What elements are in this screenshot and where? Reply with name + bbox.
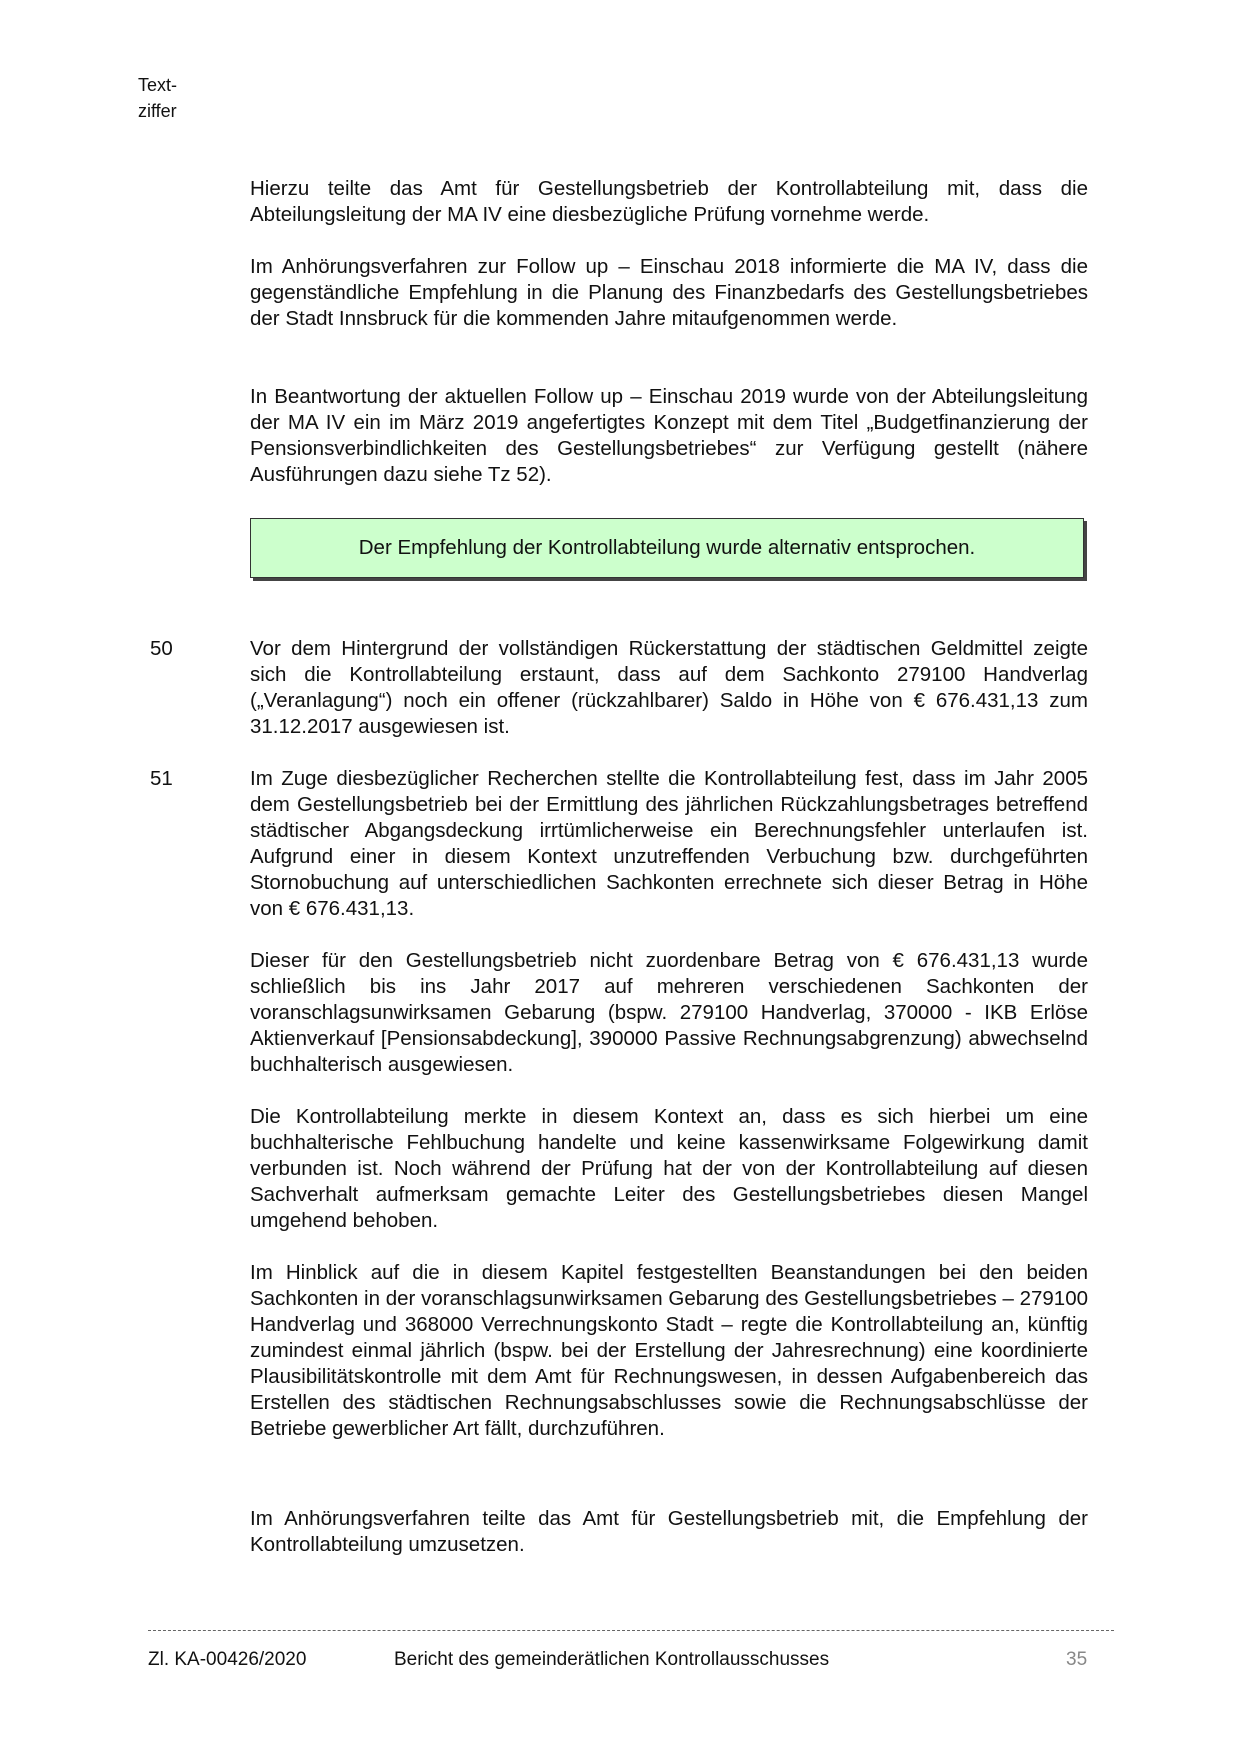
- paragraph-intro-1: Hierzu teilte das Amt für Gestellungsbetrieb der Kontrollabteilung mit, dass die Abteilungsleitung der MA IV eine diesbezügliche Prüfung vornehme werde.: [250, 177, 1088, 226]
- textziffer-51-paragraph-3: Die Kontrollabteilung merkte in diesem Kontext an, dass es sich hierbei um eine buchhalterische Fehlbuchung handelte und keine kassenwirksame Folgewirkung damit verbunden ist. Noch während der Prüfung hat der von der Kontrollabteilung auf diesen Sachverhalt aufmerksam gemachte Leiter des Gestellungsbetriebes diesen Mangel umgehend behoben.: [250, 1105, 1088, 1232]
- textziffer-51-paragraph-5: Im Anhörungsverfahren teilte das Amt für Gestellungsbetrieb mit, die Empfehlung der Kontrollabteilung umzusetzen.: [250, 1507, 1088, 1556]
- textziffer-50-text: Vor dem Hintergrund der vollständigen Rückerstattung der städtischen Geldmittel zeigte sich die Kontrollabteilung erstaunt, dass auf dem Sachkonto 279100 Handverlag („Veranlagung“) noch ein offener (rückzahlbarer) Saldo in Höhe von € 676.431,13 zum 31.12.2017 ausgewiesen ist.: [250, 637, 1088, 738]
- footer-reference: Zl. KA-00426/2020: [148, 1649, 307, 1670]
- footer-page-number: 35: [1066, 1649, 1088, 1670]
- footer-title: Bericht des gemeinderätlichen Kontrollausschusses: [394, 1649, 830, 1670]
- paragraph-intro-2: Im Anhörungsverfahren zur Follow up – Einschau 2018 informierte die MA IV, dass die gegenständliche Empfehlung in die Planung des Finanzbedarfs des Gestellungsbetriebes der Stadt Innsbruck für die kommenden Jahre mitaufgenommen werde.: [250, 255, 1088, 330]
- textziffer-50-number: 50: [150, 637, 173, 660]
- paragraph-intro-3: In Beantwortung der aktuellen Follow up – Einschau 2019 wurde von der Abteilungsleitung der MA IV ein im März 2019 angefertigtes Konzept mit dem Titel „Budgetfinanzierung der Pensionsverbindlichkeiten des Gestellungsbetriebes“ zur Verfügung gestellt (nähere Ausführungen dazu siehe Tz 52).: [250, 385, 1088, 486]
- result-box: [250, 518, 1084, 578]
- footer-divider: [148, 1630, 1114, 1631]
- textziffer-51-paragraph-2: Dieser für den Gestellungsbetrieb nicht zuordenbare Betrag von € 676.431,13 wurde schließlich bis ins Jahr 2017 auf mehreren verschiedenen Sachkonten der voranschlagsunwirksamen Gebarung (bspw. 279100 Handverlag, 370000 - IKB Erlöse Aktienverkauf [Pensionsabdeckung], 390000 Passive Rechnungsabgrenzung) abwechselnd buchhalterisch ausgewiesen.: [250, 949, 1088, 1076]
- textziffer-51-paragraph-4: Im Hinblick auf die in diesem Kapitel festgestellten Beanstandungen bei den beiden Sachkonten in der voranschlagsunwirksamen Gebarung des Gestellungsbetriebes – 279100 Handverlag und 368000 Verrechnungskonto Stadt – regte die Kontrollabteilung an, künftig zumindest einmal jährlich (bspw. bei der Erstellung der Jahresrechnung) eine koordinierte Plausibilitätskontrolle mit dem Amt für Rechnungswesen, in dessen Aufgabenbereich das Erstellen des städtischen Rechnungsabschlusses sowie die Rechnungsabschlüsse der Betriebe gewerblicher Art fällt, durchzuführen.: [250, 1261, 1088, 1440]
- margin-label-textziffer: Text- ziffer: [138, 75, 178, 121]
- textziffer-51-number: 51: [150, 767, 173, 790]
- result-box-text: Der Empfehlung der Kontrollabteilung wurde alternativ entsprochen.: [358, 536, 976, 559]
- textziffer-51-paragraph-1: Im Zuge diesbezüglicher Recherchen stellte die Kontrollabteilung fest, dass im Jahr 2005 dem Gestellungsbetrieb bei der Ermittlung des jährlichen Rückzahlungsbetrages betreffend städtischer Abgangsdeckung irrtümlicherweise ein Berechnungsfehler unterlaufen ist. Aufgrund einer in diesem Kontext unzutreffenden Verbuchung bzw. durchgeführten Stornobuchung auf unterschiedlichen Sachkonten errechnete sich dieser Betrag in Höhe von € 676.431,13.: [250, 767, 1088, 920]
